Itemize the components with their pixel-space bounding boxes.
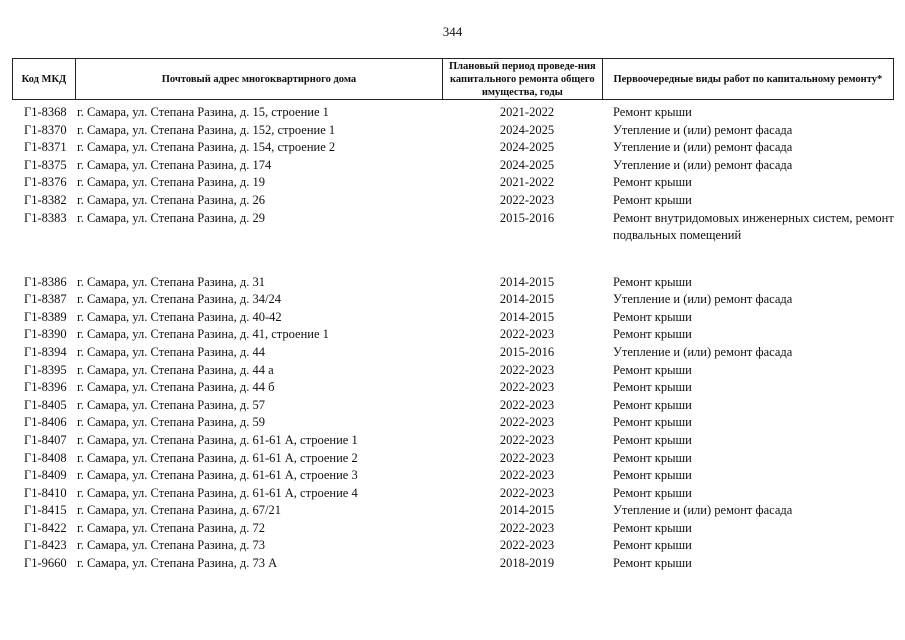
cell-address: г. Самара, ул. Степана Разина, д. 57 xyxy=(77,397,265,412)
table-row xyxy=(12,344,894,362)
cell-period: 2022-2023 xyxy=(499,192,555,207)
cell-works: Ремонт крыши xyxy=(613,397,692,412)
cell-address: г. Самара, ул. Степана Разина, д. 61-61 А, строение 1 xyxy=(77,432,358,447)
cell-code: Г1-8408 xyxy=(24,450,67,465)
cell-address: г. Самара, ул. Степана Разина, д. 41, строение 1 xyxy=(77,327,329,342)
table-row xyxy=(12,537,894,555)
table-row xyxy=(12,326,894,344)
cell-period: 2024-2025 xyxy=(499,157,555,172)
cell-period: 2022-2023 xyxy=(499,538,555,553)
table-header xyxy=(12,58,894,100)
cell-period: 2018-2019 xyxy=(499,556,555,571)
cell-address: г. Самара, ул. Степана Разина, д. 26 xyxy=(77,192,265,207)
table-row xyxy=(12,414,894,432)
table-row xyxy=(12,397,894,415)
header-code: Код МКД xyxy=(13,59,76,99)
cell-code: Г1-8410 xyxy=(24,485,67,500)
cell-period: 2022-2023 xyxy=(499,380,555,395)
page-number: 344 xyxy=(442,24,463,39)
cell-works: Ремонт крыши xyxy=(613,192,692,207)
cell-works: Ремонт внутридомовых инженерных систем, ремонт подвальных помещений xyxy=(613,210,894,243)
cell-period: 2024-2025 xyxy=(499,140,555,155)
cell-code: Г1-8383 xyxy=(24,210,67,225)
cell-works: Утепление и (или) ремонт фасада xyxy=(613,344,793,359)
cell-works: Утепление и (или) ремонт фасада xyxy=(613,140,793,155)
cell-code: Г1-8405 xyxy=(24,397,67,412)
cell-address: г. Самара, ул. Степана Разина, д. 73 xyxy=(77,538,265,553)
cell-period: 2015-2016 xyxy=(499,344,555,359)
cell-address: г. Самара, ул. Степана Разина, д. 154, строение 2 xyxy=(77,140,336,155)
cell-address: г. Самара, ул. Степана Разина, д. 44 б xyxy=(77,380,275,395)
table-row xyxy=(12,502,894,520)
table-row xyxy=(12,379,894,397)
cell-period: 2022-2023 xyxy=(499,468,555,483)
cell-period: 2022-2023 xyxy=(499,415,555,430)
cell-address: г. Самара, ул. Степана Разина, д. 29 xyxy=(77,210,265,225)
table-row xyxy=(12,467,894,485)
cell-code: Г1-8376 xyxy=(24,175,67,190)
cell-address: г. Самара, ул. Степана Разина, д. 44 а xyxy=(77,362,274,377)
cell-code: Г1-8370 xyxy=(24,122,67,137)
cell-code: Г1-8368 xyxy=(24,105,67,119)
cell-address: г. Самара, ул. Степана Разина, д. 31 xyxy=(77,274,265,289)
cell-period: 2022-2023 xyxy=(499,397,555,412)
header-works: Первоочередные виды работ по капитальному ремонту* xyxy=(613,73,883,85)
cell-code: Г1-8396 xyxy=(24,380,67,395)
cell-works: Ремонт крыши xyxy=(613,274,692,289)
table-row xyxy=(12,362,894,380)
table-row xyxy=(12,139,894,157)
cell-address: г. Самара, ул. Степана Разина, д. 40-42 xyxy=(77,309,282,324)
cell-period: 2022-2023 xyxy=(499,520,555,535)
cell-code: Г1-8390 xyxy=(24,327,67,342)
cell-period: 2014-2015 xyxy=(499,309,555,324)
cell-period: 2022-2023 xyxy=(499,432,555,447)
cell-address: г. Самара, ул. Степана Разина, д. 15, строение 1 xyxy=(77,105,329,119)
table-row xyxy=(12,104,894,122)
cell-address: г. Самара, ул. Степана Разина, д. 61-61 А, строение 4 xyxy=(77,485,358,500)
cell-period: 2014-2015 xyxy=(499,503,555,518)
table-row xyxy=(12,122,894,140)
cell-code: Г1-8395 xyxy=(24,362,67,377)
cell-code: Г1-8409 xyxy=(24,468,67,483)
cell-works: Ремонт крыши xyxy=(613,327,692,342)
cell-period: 2021-2022 xyxy=(499,175,555,190)
table-row xyxy=(12,485,894,503)
cell-works: Ремонт крыши xyxy=(613,432,692,447)
header-period: Плановый период проведе-ния капитального ремонта общего имущества, годы xyxy=(443,59,603,99)
table-row xyxy=(12,274,894,292)
cell-works: Ремонт крыши xyxy=(613,415,692,430)
cell-code: Г1-8406 xyxy=(24,415,67,430)
cell-code: Г1-8371 xyxy=(24,140,67,155)
table-row xyxy=(12,309,894,327)
table-body xyxy=(12,104,894,573)
cell-address: г. Самара, ул. Степана Разина, д. 73 А xyxy=(77,556,278,571)
cell-period: 2022-2023 xyxy=(499,450,555,465)
cell-works: Ремонт крыши xyxy=(613,105,692,119)
cell-address: г. Самара, ул. Степана Разина, д. 61-61 А, строение 2 xyxy=(77,450,358,465)
cell-code: Г1-8423 xyxy=(24,538,67,553)
cell-works: Утепление и (или) ремонт фасада xyxy=(613,503,793,518)
cell-period: 2014-2015 xyxy=(499,292,555,307)
table-row xyxy=(12,555,894,573)
cell-works: Ремонт крыши xyxy=(613,485,692,500)
cell-period: 2022-2023 xyxy=(499,327,555,342)
table-row xyxy=(12,192,894,210)
cell-address: г. Самара, ул. Степана Разина, д. 19 xyxy=(77,175,265,190)
cell-address: г. Самара, ул. Степана Разина, д. 67/21 xyxy=(77,503,281,518)
cell-address: г. Самара, ул. Степана Разина, д. 44 xyxy=(77,344,265,359)
cell-code: Г1-8375 xyxy=(24,157,67,172)
cell-works: Ремонт крыши xyxy=(613,309,692,324)
table-row xyxy=(12,174,894,192)
cell-code: Г1-8386 xyxy=(24,274,67,289)
cell-address: г. Самара, ул. Степана Разина, д. 34/24 xyxy=(77,292,281,307)
cell-period: 2022-2023 xyxy=(499,485,555,500)
cell-code: Г1-8394 xyxy=(24,344,67,359)
table-row xyxy=(12,450,894,468)
cell-works: Ремонт крыши xyxy=(613,450,692,465)
table-row xyxy=(12,157,894,175)
cell-address: г. Самара, ул. Степана Разина, д. 61-61 А, строение 3 xyxy=(77,468,358,483)
table-row xyxy=(12,210,894,274)
cell-works: Ремонт крыши xyxy=(613,556,692,571)
header-address: Почтовый адрес многоквартирного дома xyxy=(76,59,443,99)
cell-code: Г1-8387 xyxy=(24,292,67,307)
cell-address: г. Самара, ул. Степана Разина, д. 152, строение 1 xyxy=(77,122,336,137)
table-row xyxy=(12,520,894,538)
cell-works: Ремонт крыши xyxy=(613,468,692,483)
cell-works: Ремонт крыши xyxy=(613,538,692,553)
cell-works: Ремонт крыши xyxy=(613,362,692,377)
cell-code: Г1-8422 xyxy=(24,520,67,535)
cell-period: 2015-2016 xyxy=(499,210,555,225)
cell-address: г. Самара, ул. Степана Разина, д. 174 xyxy=(77,157,272,172)
cell-code: Г1-8382 xyxy=(24,192,67,207)
table-row xyxy=(12,291,894,309)
cell-code: Г1-8389 xyxy=(24,309,67,324)
cell-works: Ремонт крыши xyxy=(613,380,692,395)
cell-works: Ремонт крыши xyxy=(613,520,692,535)
cell-code: Г1-9660 xyxy=(24,556,67,571)
cell-works: Утепление и (или) ремонт фасада xyxy=(613,122,793,137)
cell-period: 2014-2015 xyxy=(499,274,555,289)
cell-works: Утепление и (или) ремонт фасада xyxy=(613,157,793,172)
cell-address: г. Самара, ул. Степана Разина, д. 72 xyxy=(77,520,265,535)
cell-works: Утепление и (или) ремонт фасада xyxy=(613,292,793,307)
table-row xyxy=(12,432,894,450)
cell-works: Ремонт крыши xyxy=(613,175,692,190)
cell-period: 2024-2025 xyxy=(499,122,555,137)
cell-address: г. Самара, ул. Степана Разина, д. 59 xyxy=(77,415,265,430)
cell-period: 2021-2022 xyxy=(499,105,555,119)
cell-code: Г1-8407 xyxy=(24,432,67,447)
cell-code: Г1-8415 xyxy=(24,503,67,518)
cell-period: 2022-2023 xyxy=(499,362,555,377)
